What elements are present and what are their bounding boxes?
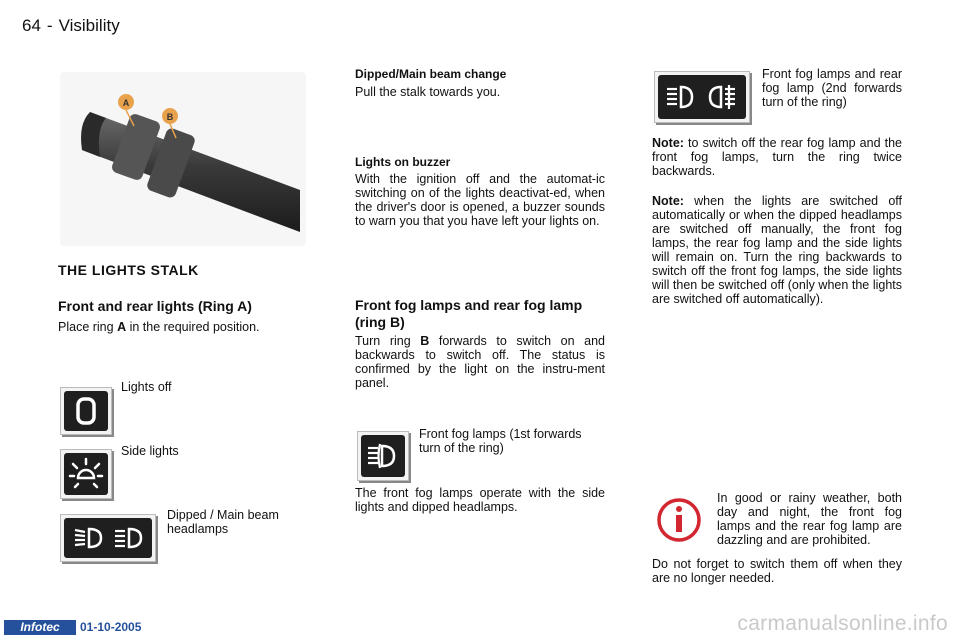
note-2-label: Note: [652,194,684,208]
place-text-pre: Place ring [58,320,118,334]
dipped-main-text: Pull the stalk towards you. [355,85,501,99]
dipped-main-label: Dipped / Main beam headlamps [167,508,279,536]
place-ring-text [58,320,318,334]
buzzer-heading: Lights on buzzer [355,155,451,169]
ring-b-label: B [166,112,174,122]
note-1-label: Note: [652,136,684,150]
side-lights-label: Side lights [121,444,179,458]
turn-ring-text [355,334,605,390]
front-rear-fog-label: Front fog lamps and rear fog lamp (2nd forwards turn of the ring) [762,67,902,109]
information-warning-icon [655,496,703,544]
infotec-logo: Infotec [4,620,76,635]
lights-stalk-illustration [60,72,306,246]
page-header [22,16,126,36]
place-text-post: in the required position. [126,320,260,334]
watermark: carmanualsonline.info [737,612,948,635]
turn-text-post: forwards to switch on and backwards to switch off. The status is confirmed by the light on the instru-ment panel. [355,334,605,390]
warning-text: In good or rainy weather, both day and night, the front fog lamps and the rear fog lamp are dazzling and are prohibited. [717,491,902,547]
turn-ring-letter: B [420,334,430,348]
front-rear-fog-lamp-icon [654,71,750,123]
note-2-text: when the lights are switched off automatically or when the dipped headlamps are switched off manually, the front fog lamps, the rear fog lamp and the side lights will remain on. Turn the ring backwards to switch off the front fog lamps, the side lights will then be switched off (only when the lights are switched off automatically). [652,194,902,306]
place-ring-letter: A [117,320,127,334]
fog-heading: Front fog lamps and rear fog lamp (ring B) [355,297,583,330]
page-title: Visibility [58,16,120,35]
note-1 [652,136,902,178]
lights-off-label: Lights off [121,380,172,394]
side-lights-icon [60,449,112,499]
note-1-text: to switch off the rear fog lamp and the front fog lamps, turn the ring twice backwards. [652,136,902,178]
ring-a-label: A [122,98,130,108]
dipped-main-heading: Dipped/Main beam change [355,67,507,81]
dipped-main-beam-icon [60,514,156,562]
ring-a-heading: Front and rear lights (Ring A) [58,298,252,314]
warning-text-2: Do not forget to switch them off when they are no longer needed. [652,557,902,585]
section-heading: THE LIGHTS STALK [58,262,199,278]
front-fog-lamp-icon [357,431,409,481]
footer-date: 01-10-2005 [80,620,142,634]
lights-off-icon [60,387,112,435]
front-fog-label: Front fog lamps (1st forwards turn of the ring) [419,427,582,455]
turn-text-pre: Turn ring [355,334,421,348]
page-number: 64 [22,16,41,35]
front-fog-text: The front fog lamps operate with the side lights and dipped headlamps. [355,486,605,514]
note-2 [652,194,902,306]
buzzer-text: With the ignition off and the automat-ic switching on of the lights deactivat-ed, when the driver's door is opened, a buzzer sounds to warn you that you have left your lights on. [355,172,605,228]
header-separator: - [46,16,53,35]
